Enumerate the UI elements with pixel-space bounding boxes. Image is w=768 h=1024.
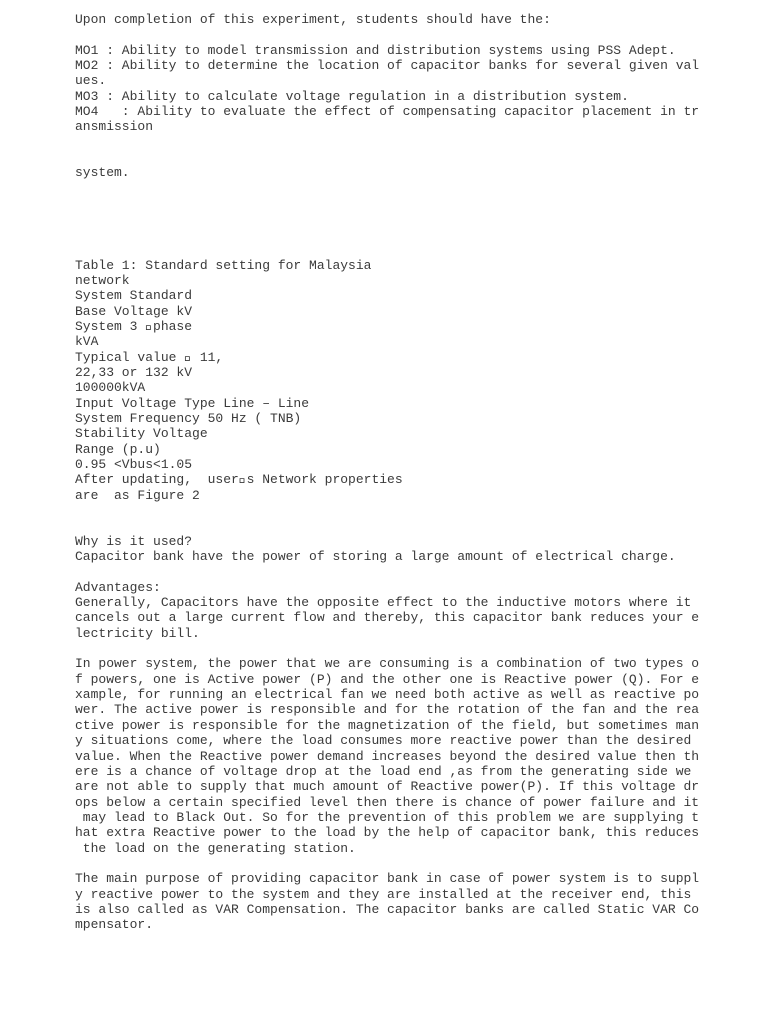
paragraph-line: y reactive power to the system and they are installed at the receiver end, this	[75, 886, 692, 902]
paragraph-line: wer. The active power is responsible and for the rotation of the fan and the rea	[75, 702, 700, 718]
table-caption: Table 1: Standard setting for Malaysia	[75, 257, 372, 273]
table-line: Range (p.u)	[75, 441, 161, 457]
blank-line	[75, 135, 745, 150]
objective-line: MO2 : Ability to determine the location of capacitor banks for several given val	[75, 58, 700, 74]
objective-line: ues.	[75, 73, 107, 89]
paragraph-line: ops below a certain specified level then there is chance of power failure and it	[75, 794, 700, 810]
objective-line: MO3 : Ability to calculate voltage regulation in a distribution system.	[75, 88, 629, 104]
why-answer: Capacitor bank have the power of storing a large amount of electrical charge.	[75, 549, 676, 565]
paragraph-line: In power system, the power that we are consuming is a combination of two types o	[75, 656, 700, 672]
table-line: kVA	[75, 334, 99, 350]
blank-line	[75, 242, 745, 257]
why-question: Why is it used?	[75, 533, 193, 549]
paragraph-line: lectricity bill.	[75, 625, 200, 641]
objective-line: ansmission	[75, 119, 154, 135]
power-system-paragraph	[75, 656, 745, 855]
blank-line	[75, 503, 745, 518]
table-line: Base Voltage kV	[75, 303, 193, 319]
paragraph-line: cancels out a large current flow and thereby, this capacitor bank reduces your e	[75, 610, 700, 626]
table-line: System Frequency 50 Hz ( TNB)	[75, 410, 302, 426]
table-line: System Standard	[75, 288, 193, 304]
blank-line	[75, 564, 745, 579]
table-line: 0.95 <Vbus<1.05	[75, 456, 193, 472]
paragraph-line: xample, for running an electrical fan we need both active as well as reactive po	[75, 687, 700, 703]
table-line: System 3 phase	[75, 318, 193, 334]
blank-line	[75, 641, 745, 656]
vertical-gap	[75, 181, 745, 242]
paragraph-line: may lead to Black Out. So for the prevention of this problem we are supplying t	[75, 809, 700, 825]
blank-line	[75, 150, 745, 165]
paragraph-line: mpensator.	[75, 917, 154, 933]
standard-settings-table	[75, 258, 745, 504]
paragraph-line: f powers, one is Active power (P) and the other one is Reactive power (Q). For e	[75, 671, 700, 687]
document-page	[75, 12, 745, 933]
objective-line: MO4 : Ability to evaluate the effect of compensating capacitor placement in tr	[75, 104, 700, 120]
table-line: Input Voltage Type Line – Line	[75, 395, 310, 411]
purpose-paragraph	[75, 871, 745, 932]
objectives-list	[75, 43, 745, 135]
blank-line	[75, 27, 745, 42]
blank-line	[75, 856, 745, 871]
objective-line: MO1 : Ability to model transmission and distribution systems using PSS Adept.	[75, 42, 676, 58]
paragraph-line: y situations come, where the load consumes more reactive power than the desired	[75, 733, 692, 749]
table-line: are as Figure 2	[75, 487, 200, 503]
paragraph-line: The main purpose of providing capacitor bank in case of power system is to suppl	[75, 871, 700, 887]
paragraph-line: value. When the Reactive power demand increases beyond the desired value then th	[75, 748, 700, 764]
paragraph-line: Generally, Capacitors have the opposite effect to the inductive motors where it	[75, 595, 692, 611]
paragraph-line: is also called as VAR Compensation. The capacitor banks are called Static VAR Co	[75, 901, 700, 917]
paragraph-line: ere is a chance of voltage drop at the load end ,as from the generating side we	[75, 763, 692, 779]
table-line: Typical value 11,	[75, 349, 224, 365]
advantages-heading: Advantages:	[75, 579, 161, 595]
objectives-intro: Upon completion of this experiment, students should have the:	[75, 12, 551, 27]
paragraph-line: hat extra Reactive power to the load by the help of capacitor bank, this reduces	[75, 825, 700, 841]
table-line: 22,33 or 132 kV	[75, 364, 193, 380]
table-line: After updating, user s Network properties	[75, 472, 403, 488]
paragraph-line: the load on the generating station.	[75, 840, 356, 856]
blank-line	[75, 518, 745, 533]
paragraph-line: ctive power is responsible for the magnetization of the field, but sometimes man	[75, 717, 700, 733]
paragraph-line: are not able to supply that much amount of Reactive power(P). If this voltage dr	[75, 779, 700, 795]
table-line: network	[75, 272, 130, 288]
table-line: Stability Voltage	[75, 426, 208, 442]
table-line: 100000kVA	[75, 380, 146, 396]
objectives-tail: system.	[75, 165, 130, 181]
advantages-paragraph	[75, 595, 745, 641]
